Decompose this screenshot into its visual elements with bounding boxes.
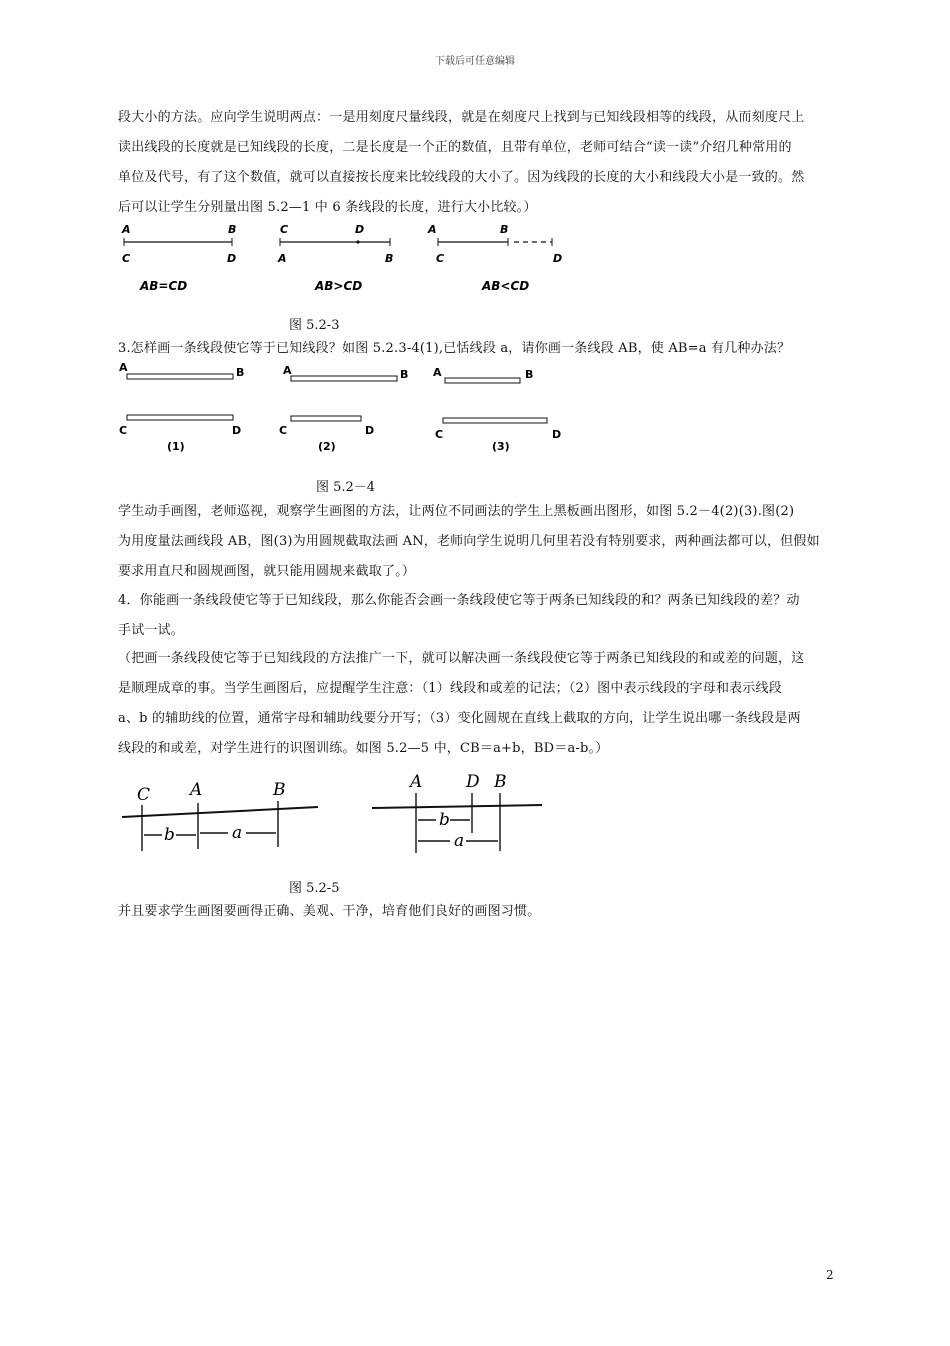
fig3-label-c: C — [436, 252, 445, 265]
fig4-label-b: B — [400, 368, 409, 381]
figure-5-2-5-caption: 图 5.2-5 — [289, 881, 340, 896]
fig4-sublabel-3: (3) — [492, 440, 510, 453]
fig3-label-c: C — [122, 252, 131, 265]
fig4-sublabel-1: (1) — [167, 440, 185, 453]
paragraph-sum-difference — [118, 644, 838, 764]
fig3-relation-greater: AB>CD — [315, 279, 363, 293]
text-line: 段大小的方法。应向学生说明两点：一是用刻度尺量线段，就是在刻度尺上找到与已知线段相等的线段，从而刻度尺上 — [118, 110, 805, 125]
fig5-left — [122, 780, 318, 851]
figure-5-2-3 — [110, 220, 580, 300]
fig4-bar-cd — [443, 418, 547, 423]
fig5-left-baseline — [122, 807, 318, 817]
figure-5-2-3-caption: 图 5.2-3 — [289, 318, 340, 333]
fig5-label-b: B — [494, 772, 507, 792]
fig3-label-b: B — [385, 252, 394, 265]
text-line: 3.怎样画一条线段使它等于已知线段？如图 5.2.3-4(1),已恬线段 a，请你画一条线段 AB，使 AB=a 有几种办法？ — [118, 341, 791, 356]
question-4 — [118, 586, 838, 646]
fig4-bar-ab — [291, 376, 397, 381]
text-line: 并且要求学生画图要画得正确、美观、干净，培育他们良好的画图习惯。 — [118, 904, 541, 919]
fig4-group-1 — [119, 362, 244, 453]
fig4-bar-cd — [291, 416, 361, 421]
fig4-label-d: D — [365, 424, 375, 437]
fig4-label-b: B — [236, 366, 245, 379]
fig4-group-2 — [279, 364, 408, 453]
closing-paragraph — [118, 897, 838, 927]
fig5-right-baseline — [372, 805, 542, 808]
fig4-label-d: D — [232, 424, 242, 437]
fig5-label-a: A — [190, 780, 203, 800]
fig3-label-c: C — [280, 223, 289, 236]
fig5-right-label-b-seg: b — [439, 810, 450, 830]
fig3-label-d: D — [553, 252, 563, 265]
fig5-label-c: C — [137, 785, 151, 805]
fig5-label-d: D — [466, 772, 480, 792]
page-header: 下载后可任意编辑 — [435, 56, 515, 67]
fig3-label-d: D — [227, 252, 237, 265]
fig5-right — [372, 772, 542, 853]
fig3-label-b: B — [500, 223, 509, 236]
text-line: 学生动手画图，老师巡视，观察学生画图的方法，让两位不同画法的学生上黑板画出图形，如图 5.2－4(2)(3).图(2) — [118, 504, 795, 519]
fig4-bar-ab — [445, 378, 520, 383]
text-line: 手试一试。 — [118, 623, 185, 638]
fig4-label-a: A — [119, 362, 128, 374]
fig4-label-b: B — [525, 368, 534, 381]
fig4-label-d: D — [552, 428, 562, 441]
fig4-label-a: A — [283, 364, 292, 377]
paragraph-drawing-methods — [118, 497, 838, 587]
text-line: 要求用直尺和圆规画图，就只能用圆规来截取了。） — [118, 564, 416, 579]
page-number: 2 — [826, 1268, 834, 1282]
text-line: 单位及代号，有了这个数值，就可以直接按长度来比较线段的大小了。因为线段的长度的大小和线段大小是一致的。然 — [118, 170, 805, 185]
text-line: 4．你能画一条线段使它等于已知线段，那么你能否会画一条线段使它等于两条已知线段的和？两条已知线段的差？动 — [118, 593, 800, 608]
paragraph-measure-method — [118, 103, 838, 223]
fig5-left-label-b-seg: b — [164, 825, 175, 845]
fig4-label-c: C — [119, 424, 128, 437]
fig3-relation-less: AB<CD — [482, 279, 530, 293]
fig4-label-a: A — [433, 366, 442, 379]
fig3-relation-equal: AB=CD — [140, 279, 188, 293]
figure-5-2-4 — [115, 362, 575, 457]
question-3 — [118, 334, 838, 364]
fig3-label-a: A — [428, 223, 437, 236]
fig3-label-d: D — [355, 223, 365, 236]
fig3-label-a: A — [278, 252, 287, 265]
fig3-label-b: B — [228, 223, 237, 236]
fig4-sublabel-2: (2) — [318, 440, 336, 453]
fig4-group-3 — [433, 366, 561, 453]
fig3-group-greater — [277, 223, 393, 293]
fig3-group-less — [427, 223, 562, 293]
fig5-label-a: A — [410, 772, 423, 792]
fig3-group-equal — [121, 223, 236, 293]
fig5-left-label-a-seg: a — [232, 823, 243, 843]
figure-5-2-5 — [110, 765, 560, 860]
fig5-label-b: B — [273, 780, 286, 800]
fig3-point-d — [356, 240, 359, 243]
text-line: 是顺理成章的事。当学生画图后，应提醒学生注意：（1）线段和或差的记法；（2）图中表示线段的字母和表示线段 — [118, 681, 782, 696]
fig4-label-c: C — [435, 428, 444, 441]
fig3-label-a: A — [122, 223, 131, 236]
fig4-bar-cd — [127, 415, 233, 420]
figure-5-2-4-caption: 图 5.2－4 — [316, 480, 376, 495]
text-line: 后可以让学生分别量出图 5.2—1 中 6 条线段的长度，进行大小比较。） — [118, 200, 537, 215]
fig5-right-label-a-seg: a — [454, 831, 465, 851]
fig4-label-c: C — [279, 424, 288, 437]
text-line: 为用度量法画线段 AB，图(3)为用圆规截取法画 AN，老师向学生说明几何里若没有特别要求，两种画法都可以，但假如 — [118, 534, 820, 549]
fig4-bar-ab — [127, 374, 233, 379]
text-line: a、b 的辅助线的位置，通常字母和辅助线要分开写；（3）变化圆规在直线上截取的方向，让学生说出哪一条线段是两 — [118, 711, 801, 726]
text-line: （把画一条线段使它等于已知线段的方法推广一下，就可以解决画一条线段使它等于两条已知线段的和或差的问题，这 — [118, 651, 805, 666]
text-line: 读出线段的长度就是已知线段的长度，二是长度是一个正的数值，且带有单位，老师可结合“读一读”介绍几种常用的 — [118, 140, 792, 155]
text-line: 线段的和或差，对学生进行的识图训练。如图 5.2—5 中，CB＝a+b，BD＝a-b。） — [118, 741, 609, 756]
